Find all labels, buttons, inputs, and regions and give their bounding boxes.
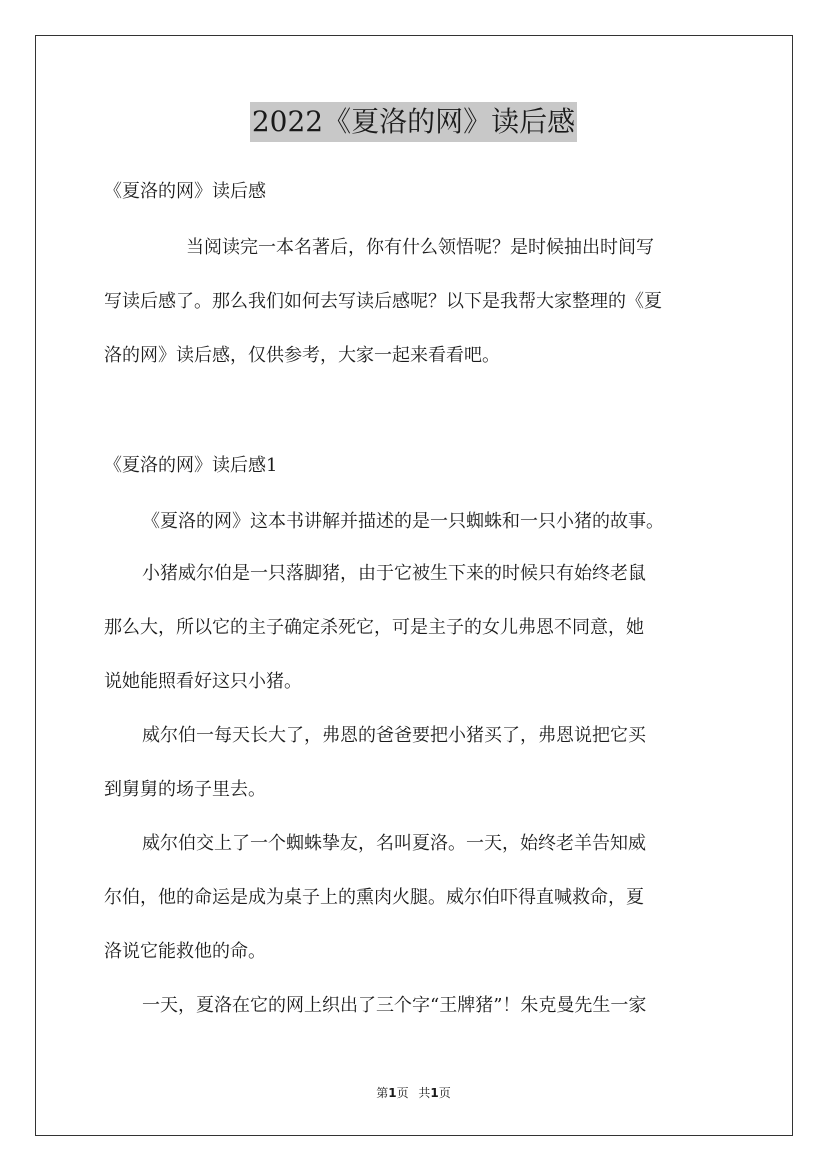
body-line: 小猪威尔伯是一只落脚猪，由于它被生下来的时候只有始终老鼠: [142, 563, 646, 584]
body-line: 威尔伯一每天长大了，弗恩的爸爸要把小猪买了，弗恩说把它买: [142, 725, 646, 746]
subtitle: 《夏洛的网》读后感: [104, 181, 266, 202]
section-heading: 《夏洛的网》读后感1: [104, 455, 278, 476]
intro-line: 写读后感了。那么我们如何去写读后感呢？以下是我帮大家整理的《夏: [104, 291, 662, 312]
total-pages-label: [418, 1086, 450, 1100]
body-line: 到舅舅的场子里去。: [104, 779, 266, 800]
page-footer: [0, 1084, 827, 1101]
total-suffix: 页: [438, 1086, 451, 1100]
body-line: 《夏洛的网》这本书讲解并描述的是一只蜘蛛和一只小猪的故事。: [142, 511, 664, 532]
total-number: 1: [430, 1086, 439, 1100]
total-prefix: 共: [418, 1086, 431, 1100]
intro-line: 洛的网》读后感，仅供参考，大家一起来看看吧。: [104, 345, 500, 366]
body-line: 一天，夏洛在它的网上织出了三个字“王牌猪”！朱克曼先生一家: [142, 995, 647, 1016]
page-prefix: 第: [376, 1086, 389, 1100]
intro-line: 当阅读完一本名著后，你有什么领悟呢？是时候抽出时间写: [186, 237, 654, 258]
page-suffix: 页: [396, 1086, 409, 1100]
body-line: 尔伯，他的命运是成为桌子上的熏肉火腿。威尔伯吓得直喊救命，夏: [104, 887, 644, 908]
body-line: 那么大，所以它的主子确定杀死它，可是主子的女儿弗恩不同意，她: [104, 617, 644, 638]
page-number: 1: [388, 1086, 397, 1100]
page-number-label: [376, 1086, 408, 1100]
body-line: 说她能照看好这只小猪。: [104, 671, 302, 692]
document-title: 2022《夏洛的网》读后感: [250, 102, 577, 142]
body-line: 威尔伯交上了一个蜘蛛挚友，名叫夏洛。一天，始终老羊告知威: [142, 833, 646, 854]
body-line: 洛说它能救他的命。: [104, 941, 266, 962]
title-container: [0, 102, 827, 142]
